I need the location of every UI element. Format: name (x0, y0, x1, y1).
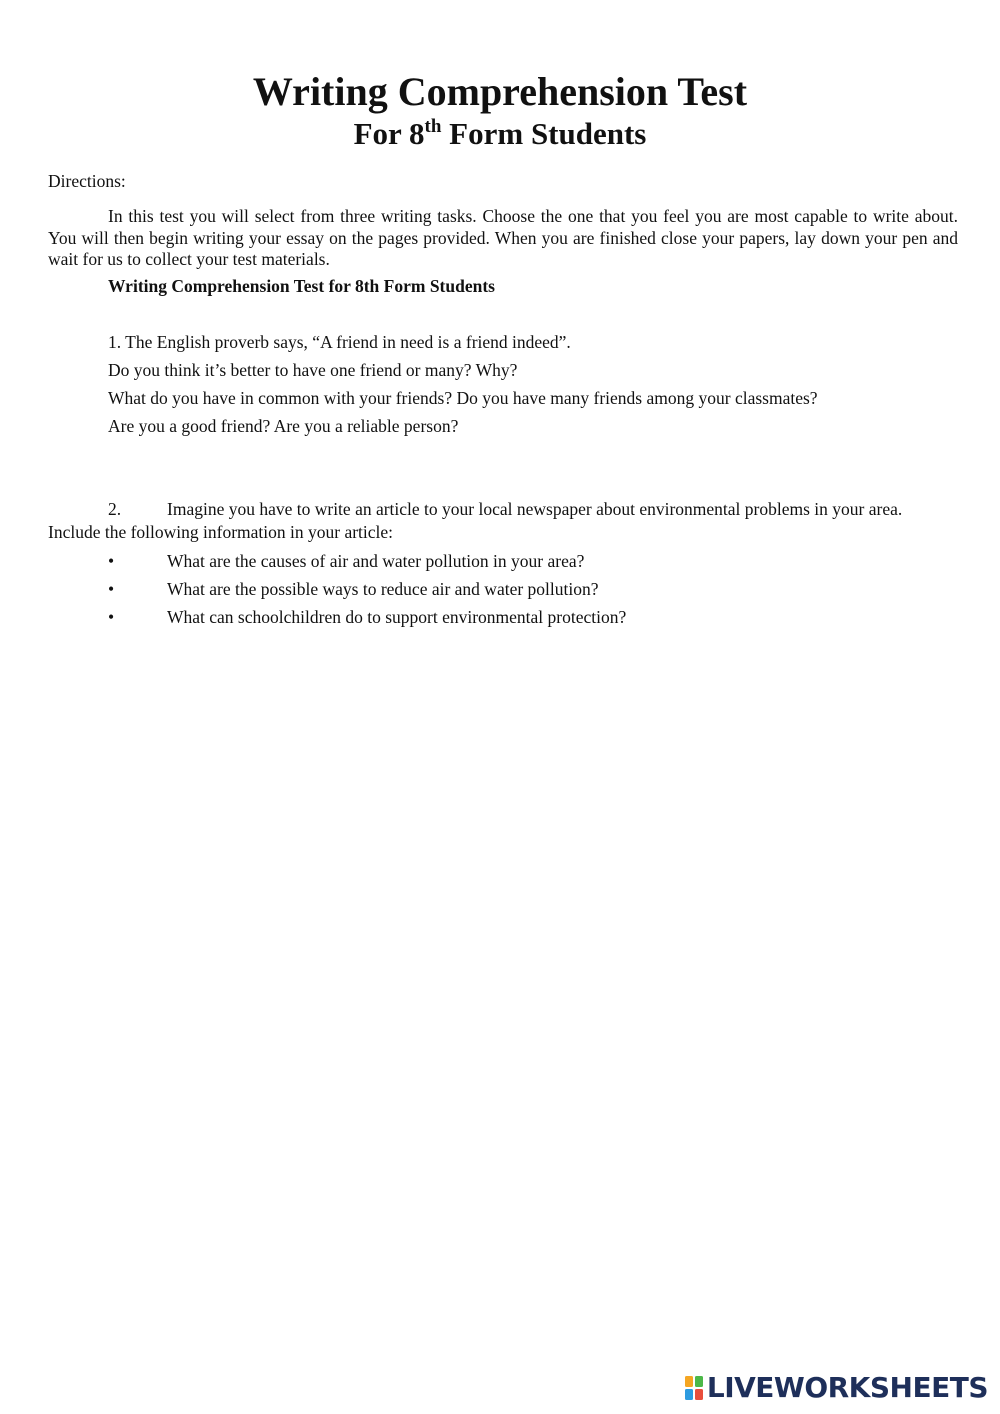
directions-text: In this test you will select from three writing tasks. Choose the one that you feel you are most capable to write about. You will then begin writing your essay on the pages provided. When you are finished close your papers, lay down your pen and wait for us to collect your test materials. (48, 206, 958, 269)
subtitle-superscript: th (424, 116, 442, 137)
bullet-symbol: • (108, 579, 115, 599)
logo-tile-i (695, 1376, 703, 1387)
bullet-text: What are the possible ways to reduce air and water pollution? (167, 579, 599, 599)
page-title: Writing Comprehension Test (252, 69, 748, 114)
bullet-text: What can schoolchildren do to support environmental protection? (167, 607, 627, 627)
subtitle-suffix: Form Students (441, 116, 647, 151)
logo-text: LIVEWORKSHEETS (706, 1371, 988, 1404)
question-2-bullet (108, 578, 599, 600)
question-2-text: Imagine you have to write an article to your local newspaper about environmental problems in your area. Include the following information in your article: (48, 499, 903, 542)
logo-tile-e (695, 1389, 703, 1400)
question-1-line: 1. The English proverb says, “A friend in need is a friend indeed”. (108, 332, 571, 352)
section-subheading: Writing Comprehension Test for 8th Form Students (108, 276, 495, 296)
logo-tile-l (685, 1376, 693, 1387)
question-2-bullet (108, 550, 584, 572)
directions-label: Directions: (48, 171, 126, 191)
question-2-intro (48, 498, 958, 544)
liveworksheets-logo-icon (684, 1375, 704, 1401)
question-1-line: Do you think it’s better to have one friend or many? Why? (108, 360, 518, 380)
liveworksheets-logo (684, 1372, 988, 1404)
question-2-bullet (108, 606, 626, 628)
bullet-text: What are the causes of air and water pollution in your area? (167, 551, 585, 571)
bullet-symbol: • (108, 607, 115, 627)
question-1-line: Are you a good friend? Are you a reliable person? (108, 416, 459, 436)
logo-tile-v (685, 1389, 693, 1400)
bullet-symbol: • (108, 551, 115, 571)
page-subtitle (0, 114, 1000, 154)
question-1-line: What do you have in common with your friends? Do you have many friends among your classmates? (108, 388, 818, 408)
subtitle-prefix: For 8 (353, 116, 425, 151)
question-2-number: 2. (108, 499, 122, 519)
